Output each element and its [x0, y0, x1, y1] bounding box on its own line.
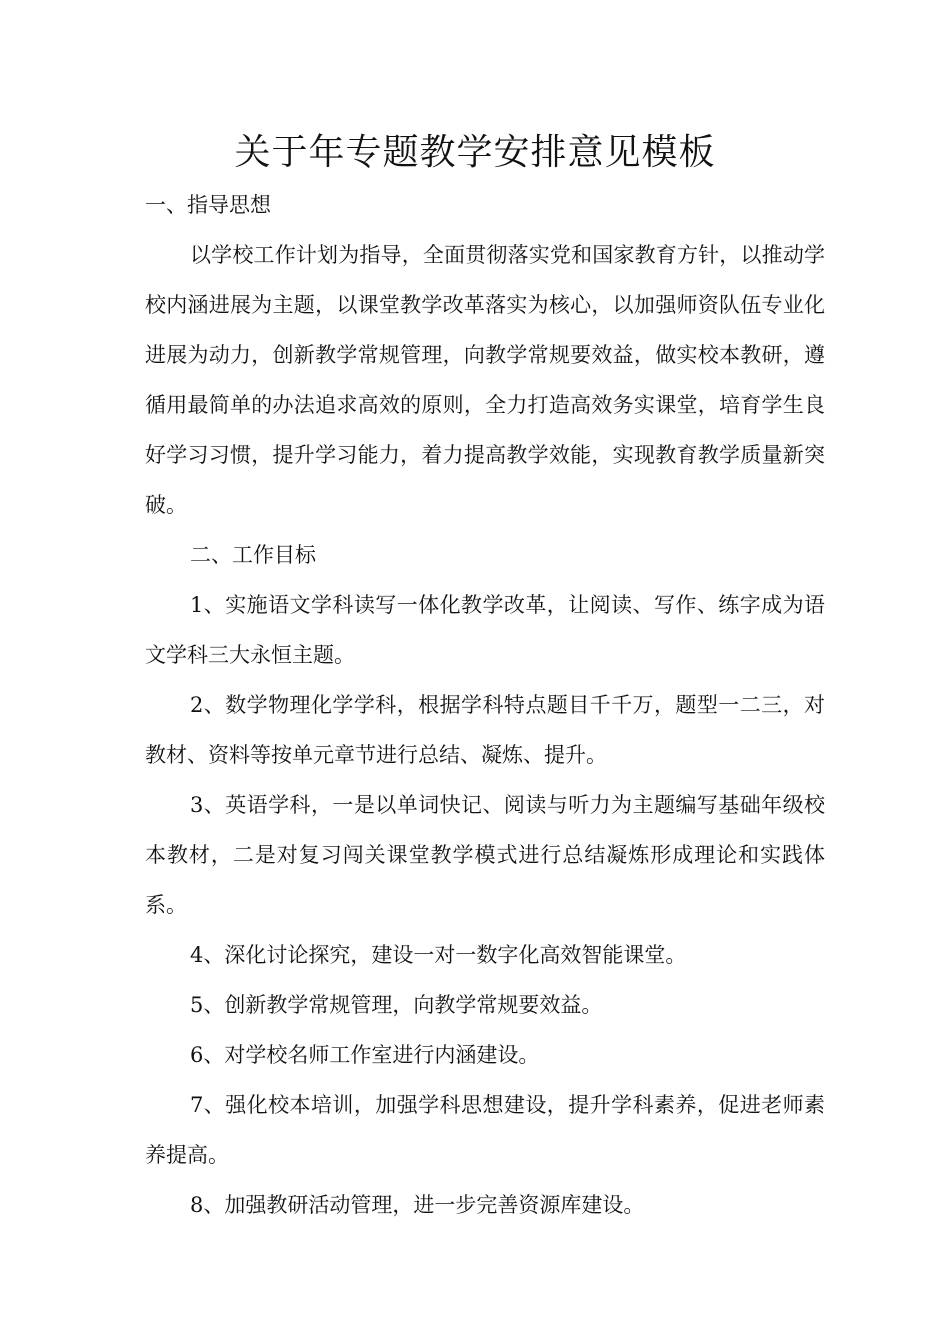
goal-item-1: 1、实施语文学科读写一体化教学改革，让阅读、写作、练字成为语文学科三大永恒主题。 [145, 593, 825, 667]
goal-item-6: 6、对学校名师工作室进行内涵建设。 [190, 1043, 540, 1067]
goal-item-2: 2、数学物理化学学科，根据学科特点题目千千万，题型一二三，对教材、资料等按单元章节进行总结、凝炼、提升。 [145, 693, 825, 767]
goal-item-4: 4、深化讨论探究，建设一对一数字化高效智能课堂。 [190, 943, 687, 967]
section-heading-work-goals: 二、工作目标 [190, 543, 316, 567]
goal-item-3: 3、英语学科，一是以单词快记、阅读与听力为主题编写基础年级校本教材，二是对复习闯关课堂教学模式进行总结凝炼形成理论和实践体系。 [145, 793, 825, 917]
section-paragraph-guiding-ideology: 以学校工作计划为指导，全面贯彻落实党和国家教育方针，以推动学校内涵进展为主题，以课堂教学改革落实为核心，以加强师资队伍专业化进展为动力，创新教学常规管理，向教学常规要效益，做实校本教研，遵循用最简单的办法追求高效的原则，全力打造高效务实课堂，培育学生良好学习习惯，提升学习能力，着力提高教学效能，实现教育教学质量新突破。 [145, 243, 825, 517]
goal-item-8: 8、加强教研活动管理，进一步完善资源库建设。 [190, 1193, 645, 1217]
goal-item-7: 7、强化校本培训，加强学科思想建设，提升学科素养，促进老师素养提高。 [145, 1093, 825, 1167]
document-title: 关于年专题教学安排意见模板 [234, 132, 716, 173]
document-body [145, 180, 825, 1230]
goal-item-5: 5、创新教学常规管理，向教学常规要效益。 [190, 993, 603, 1017]
section-heading-guiding-ideology: 一、指导思想 [145, 193, 271, 217]
